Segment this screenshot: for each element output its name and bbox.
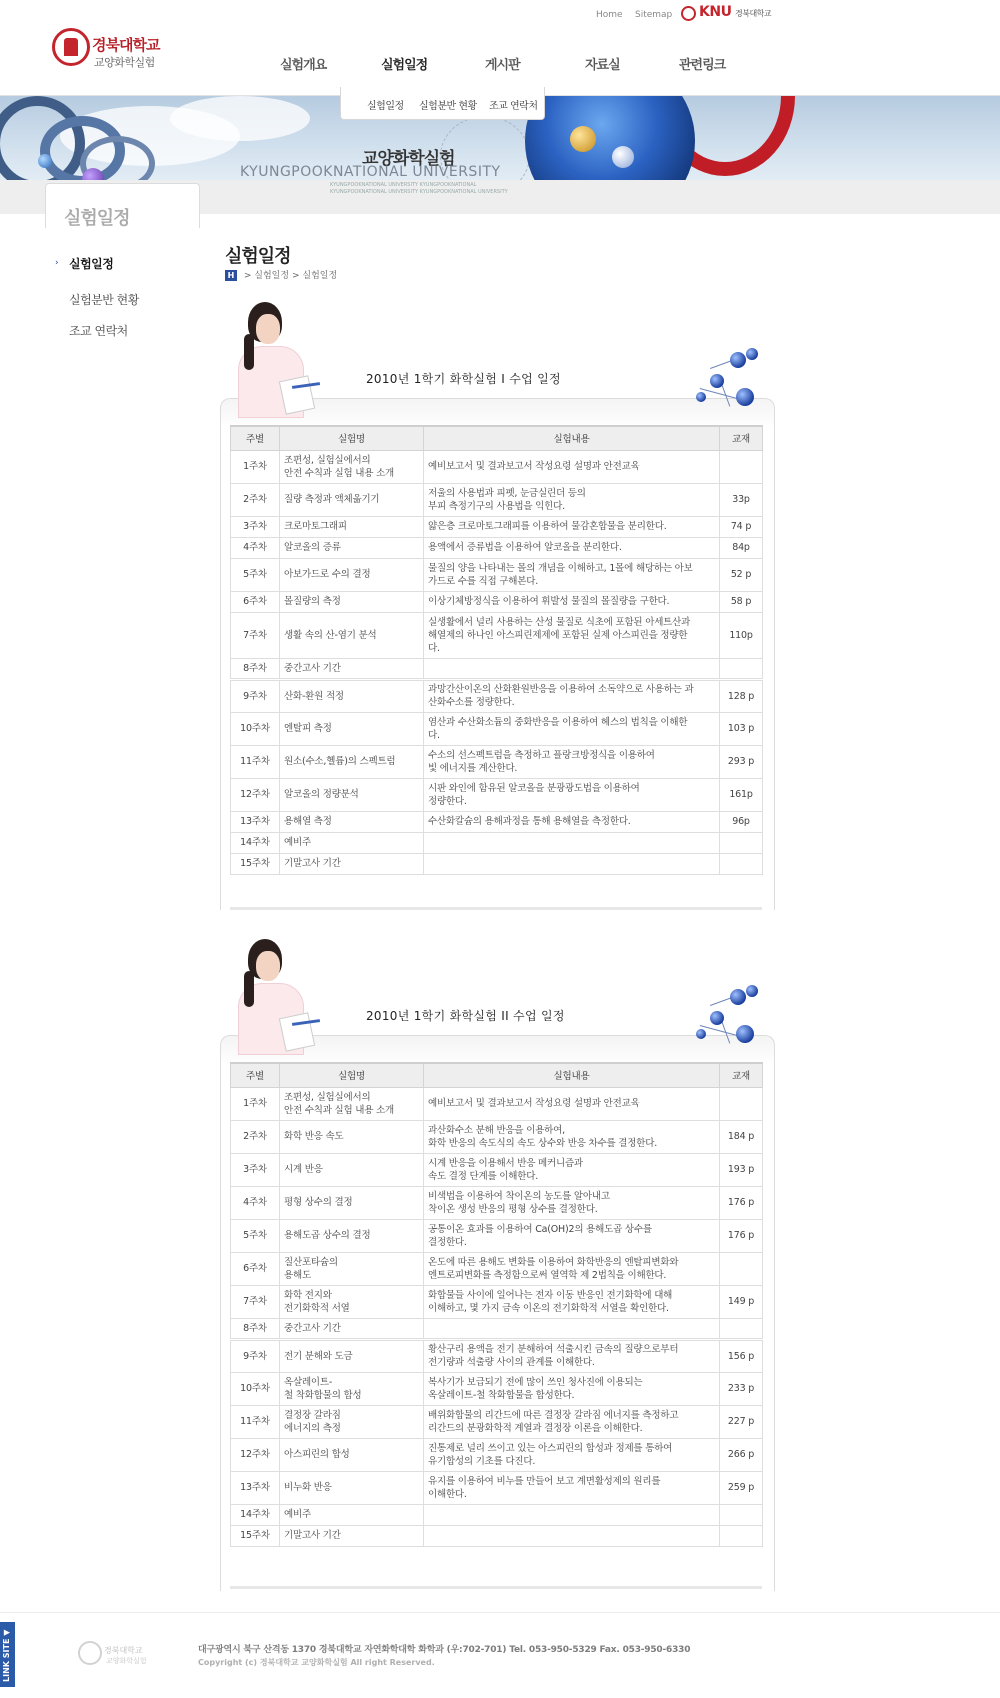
section-tab (45, 183, 200, 228)
name-cell: 원소(수소,헬륨)의 스펙트럼 (280, 745, 424, 778)
week-cell: 12주차 (231, 1438, 280, 1471)
book-cell: 193 p (720, 1153, 763, 1186)
book-cell: 33p (720, 483, 763, 516)
name-cell: 시계 반응 (280, 1153, 424, 1186)
desc-cell (424, 1318, 720, 1339)
book-cell: 227 p (720, 1405, 763, 1438)
table-row (231, 1087, 763, 1120)
gnb-item-links[interactable]: 관련링크 (679, 58, 726, 73)
table-row (231, 1339, 763, 1372)
book-cell: 176 p (720, 1219, 763, 1252)
home-link[interactable]: Home (596, 10, 623, 20)
desc-cell: 배위화합물의 리간드에 따른 결정장 갈라짐 에너지를 측정하고 리간드의 분광화학적 계열과 결정장 이론을 이해한다. (424, 1405, 720, 1438)
lnb-item-ta-contact[interactable]: 조교 연락처 (489, 101, 538, 112)
knu-emblem-icon (681, 6, 696, 21)
book-cell (720, 832, 763, 853)
name-cell: 평형 상수의 결정 (280, 1186, 424, 1219)
week-cell: 9주차 (231, 1339, 280, 1372)
name-cell: 결정장 갈라짐 에너지의 측정 (280, 1405, 424, 1438)
desc-cell: 비색법을 이용하여 착이온의 농도를 알아내고 착이온 생성 반응의 평형 상수를 결정한다. (424, 1186, 720, 1219)
name-cell: 몰질량의 측정 (280, 591, 424, 612)
logo-name: 경북대학교 (92, 36, 160, 54)
book-cell (720, 1087, 763, 1120)
schedule-title: 2010년 1학기 화학실험 II 수업 일정 (366, 1009, 565, 1023)
side-item-schedule[interactable]: 실험일정 (69, 257, 114, 271)
desc-cell (424, 658, 720, 679)
gnb-item-overview[interactable]: 실험개요 (280, 58, 327, 73)
desc-cell: 시판 와인에 함유된 알코올을 분광광도법을 이용하여 정량한다. (424, 778, 720, 811)
name-cell: 알코올의 정량분석 (280, 778, 424, 811)
table-header-row (231, 1063, 763, 1087)
table-row (231, 832, 763, 853)
desc-cell: 저울의 사용법과 피펫, 눈금실린더 등의 부피 측정기구의 사용법을 익힌다. (424, 483, 720, 516)
knu-logo-link[interactable] (681, 5, 776, 23)
name-cell: 엔탈피 측정 (280, 712, 424, 745)
student-illustration (230, 937, 310, 1055)
link-site-label: LINK SITE ▼ (2, 1629, 11, 1682)
col-header-week: 주별 (231, 426, 280, 450)
week-cell: 15주차 (231, 1525, 280, 1546)
table-bottom-line (230, 907, 762, 910)
table-bottom-line (230, 1586, 762, 1589)
week-cell: 10주차 (231, 712, 280, 745)
book-cell: 103 p (720, 712, 763, 745)
name-cell: 예비주 (280, 832, 424, 853)
week-cell: 8주차 (231, 658, 280, 679)
book-cell (720, 1318, 763, 1339)
week-cell: 7주차 (231, 1285, 280, 1318)
book-cell: 259 p (720, 1471, 763, 1504)
name-cell: 크로마토그래피 (280, 516, 424, 537)
student-illustration (230, 300, 310, 418)
name-cell: 아스피린의 합성 (280, 1438, 424, 1471)
col-header-name: 실험명 (280, 426, 424, 450)
page-title: 실험일정 (225, 246, 291, 267)
book-cell: 176 p (720, 1186, 763, 1219)
name-cell: 조편성, 실험실에서의 안전 수칙과 실험 내용 소개 (280, 1087, 424, 1120)
col-header-week: 주별 (231, 1063, 280, 1087)
breadcrumb-item[interactable]: 실험일정 (254, 271, 290, 281)
week-cell: 6주차 (231, 591, 280, 612)
book-cell (720, 658, 763, 679)
lnb-item-class-status[interactable]: 실험분반 현황 (419, 101, 477, 112)
table-row (231, 1153, 763, 1186)
book-cell: 233 p (720, 1372, 763, 1405)
desc-cell: 예비보고서 및 결과보고서 작성요령 설명과 안전교육 (424, 450, 720, 483)
book-cell (720, 1525, 763, 1546)
week-cell: 5주차 (231, 558, 280, 591)
main-nav (0, 54, 1000, 72)
table-row (231, 811, 763, 832)
desc-cell: 황산구리 용액을 전기 분해하여 석출시킨 금속의 질량으로부터 전기량과 석출량 사이의 관계를 이해한다. (424, 1339, 720, 1372)
table-row (231, 1504, 763, 1525)
link-site-button[interactable] (0, 1622, 15, 1687)
col-header-desc: 실험내용 (424, 426, 720, 450)
name-cell: 비누화 반응 (280, 1471, 424, 1504)
book-cell: 96p (720, 811, 763, 832)
desc-cell: 수소의 선스펙트럼을 측정하고 플랑크방정식을 이용하여 빛 에너지를 계산한다. (424, 745, 720, 778)
table-row (231, 1219, 763, 1252)
table-row (231, 1318, 763, 1339)
desc-cell: 유지를 이용하여 비누를 만들어 보고 계면활성제의 원리를 이해한다. (424, 1471, 720, 1504)
footer-copyright: Copyright (c) 경북대학교 교양화학실험 All right Reserved. (198, 1658, 435, 1667)
table-row (231, 483, 763, 516)
table-row (231, 612, 763, 658)
name-cell: 예비주 (280, 1504, 424, 1525)
table-row (231, 745, 763, 778)
molecule-icon (690, 348, 760, 416)
desc-cell: 화합물들 사이에 일어나는 전자 이동 반응인 전기화학에 대해 이해하고, 몇 가지 금속 이온의 전기화학적 서열을 확인한다. (424, 1285, 720, 1318)
desc-cell (424, 1504, 720, 1525)
week-cell: 11주차 (231, 1405, 280, 1438)
desc-cell: 실생활에서 널리 사용하는 산성 물질로 식초에 포함된 아세트산과 해열제의 하나인 아스피린제제에 포함된 실제 아스피린을 정량한 다. (424, 612, 720, 658)
desc-cell: 온도에 따른 용해도 변화를 이용하여 화학반응의 엔탈피변화와 엔트로피변화를 측정함으로써 열역학 제 2법칙을 이해한다. (424, 1252, 720, 1285)
book-cell (720, 450, 763, 483)
table-row (231, 1438, 763, 1471)
week-cell: 1주차 (231, 1087, 280, 1120)
name-cell: 옥살레이트- 철 착화합물의 합성 (280, 1372, 424, 1405)
desc-cell: 공통이온 효과를 이용하여 Ca(OH)2의 용해도곱 상수를 결정한다. (424, 1219, 720, 1252)
sub-nav-dropdown (340, 87, 545, 120)
schedule-table (230, 425, 763, 875)
table-row (231, 778, 763, 811)
footer-logo (78, 1641, 158, 1669)
week-cell: 1주차 (231, 450, 280, 483)
cloud-decoration (170, 96, 310, 141)
week-cell: 10주차 (231, 1372, 280, 1405)
book-cell: 156 p (720, 1339, 763, 1372)
name-cell: 조편성, 실험실에서의 안전 수칙과 실험 내용 소개 (280, 450, 424, 483)
desc-cell: 염산과 수산화소듐의 중화반응을 이용하여 헤스의 법칙을 이해한 다. (424, 712, 720, 745)
week-cell: 8주차 (231, 1318, 280, 1339)
week-cell: 2주차 (231, 483, 280, 516)
week-cell: 2주차 (231, 1120, 280, 1153)
breadcrumb-current: 실험일정 (302, 271, 338, 281)
desc-cell: 과산화수소 분해 반응을 이용하여, 화학 반응의 속도식의 속도 상수와 반응 차수를 결정한다. (424, 1120, 720, 1153)
name-cell: 중간고사 기간 (280, 1318, 424, 1339)
book-cell: 184 p (720, 1120, 763, 1153)
side-item-class-status[interactable]: 실험분반 현황 (69, 293, 139, 307)
name-cell: 중간고사 기간 (280, 658, 424, 679)
week-cell: 15주차 (231, 853, 280, 874)
week-cell: 11주차 (231, 745, 280, 778)
week-cell: 6주차 (231, 1252, 280, 1285)
knu-text: 경북대학교 (735, 9, 772, 18)
gnb-item-schedule[interactable]: 실험일정 (381, 58, 428, 73)
book-cell: 266 p (720, 1438, 763, 1471)
table-row (231, 853, 763, 874)
book-cell (720, 1252, 763, 1285)
week-cell: 3주차 (231, 516, 280, 537)
week-cell: 13주차 (231, 1471, 280, 1504)
molecule-icon (690, 985, 760, 1053)
week-cell: 9주차 (231, 679, 280, 712)
table-row (231, 1120, 763, 1153)
name-cell: 질량 측정과 액체옮기기 (280, 483, 424, 516)
col-header-name: 실험명 (280, 1063, 424, 1087)
knu-mark: KNU (699, 4, 732, 20)
gnb-item-board[interactable]: 게시판 (485, 58, 520, 73)
desc-cell: 물질의 양을 나타내는 몰의 개념을 이해하고, 1몰에 해당하는 아보 가드로 수를 직접 구해본다. (424, 558, 720, 591)
col-header-desc: 실험내용 (424, 1063, 720, 1087)
table-row (231, 1471, 763, 1504)
name-cell: 아보가드로 수의 결정 (280, 558, 424, 591)
book-cell: 74 p (720, 516, 763, 537)
book-cell: 84p (720, 537, 763, 558)
desc-cell: 이상기체방정식을 이용하여 휘발성 물질의 몰질량을 구한다. (424, 591, 720, 612)
table-row (231, 1372, 763, 1405)
breadcrumb-separator: > (243, 271, 252, 281)
name-cell: 화학 전지와 전기화학적 서열 (280, 1285, 424, 1318)
footer-logo-name: 경북대학교 (104, 1646, 143, 1655)
side-item-ta-contact[interactable]: 조교 연락처 (69, 324, 128, 338)
banner-title: 교양화학실험 (362, 149, 455, 169)
table-row (231, 1405, 763, 1438)
footer-address: 대구광역시 북구 산격동 1370 경북대학교 자연화학대학 화학과 (우:702-701) Tel. 053-950-5329 Fax. 053-950-6330 (198, 1645, 691, 1655)
book-cell: 293 p (720, 745, 763, 778)
name-cell: 전기 분해와 도금 (280, 1339, 424, 1372)
table-row (231, 537, 763, 558)
week-cell: 7주차 (231, 612, 280, 658)
site-header (0, 0, 1000, 96)
banner-subtitle: KYUNGPOOKNATIONAL UNIVERSITY (240, 164, 501, 180)
name-cell: 알코올의 증류 (280, 537, 424, 558)
home-icon[interactable]: H (225, 270, 237, 281)
banner-small-text: KYUNGPOOKNATIONAL UNIVERSITY KYUNGPOOKNATIONAL (330, 182, 477, 188)
active-arrow-icon: › (55, 258, 59, 268)
table-row (231, 712, 763, 745)
table-row (231, 558, 763, 591)
name-cell: 산화-환원 적정 (280, 679, 424, 712)
footer-logo-sub: 교양화학실험 (106, 1657, 147, 1665)
week-cell: 13주차 (231, 811, 280, 832)
week-cell: 14주차 (231, 1504, 280, 1525)
col-header-book: 교재 (720, 1063, 763, 1087)
book-cell (720, 1504, 763, 1525)
lnb-item-schedule[interactable]: 실험일정 (367, 101, 404, 112)
name-cell: 화학 반응 속도 (280, 1120, 424, 1153)
table-row (231, 1525, 763, 1546)
book-cell (720, 853, 763, 874)
book-cell: 128 p (720, 679, 763, 712)
schedule-section-2 (220, 937, 775, 1592)
breadcrumb-separator: > (291, 271, 300, 281)
name-cell: 질산포타슘의 용해도 (280, 1252, 424, 1285)
logo-sub: 교양화학실험 (94, 56, 155, 69)
schedule-section-1 (220, 300, 775, 910)
sphere-decoration (38, 154, 52, 168)
university-seal-icon (78, 1641, 102, 1665)
book-cell: 110p (720, 612, 763, 658)
sitemap-link[interactable]: Sitemap (635, 10, 673, 20)
desc-cell (424, 853, 720, 874)
desc-cell: 시계 반응을 이용해서 반응 메커니즘과 속도 결정 단계를 이해한다. (424, 1153, 720, 1186)
week-cell: 3주차 (231, 1153, 280, 1186)
name-cell: 생활 속의 산-염기 분석 (280, 612, 424, 658)
desc-cell: 수산화칼슘의 용해과정을 통해 용해열을 측정한다. (424, 811, 720, 832)
table-row (231, 516, 763, 537)
table-row (231, 1186, 763, 1219)
name-cell: 기말고사 기간 (280, 1525, 424, 1546)
gnb-item-archive[interactable]: 자료실 (585, 58, 620, 73)
desc-cell: 얇은층 크로마토그래피를 이용하여 물감혼합물을 분리한다. (424, 516, 720, 537)
table-row (231, 658, 763, 679)
col-header-book: 교재 (720, 426, 763, 450)
desc-cell: 예비보고서 및 결과보고서 작성요령 설명과 안전교육 (424, 1087, 720, 1120)
desc-cell: 복사기가 보급되기 전에 많이 쓰인 청사진에 이용되는 옥살레이트-철 착화합물을 합성한다. (424, 1372, 720, 1405)
week-cell: 4주차 (231, 1186, 280, 1219)
table-row (231, 1252, 763, 1285)
week-cell: 12주차 (231, 778, 280, 811)
week-cell: 5주차 (231, 1219, 280, 1252)
book-cell: 149 p (720, 1285, 763, 1318)
desc-cell: 용액에서 증류법을 이용하여 알코올을 분리한다. (424, 537, 720, 558)
book-cell: 58 p (720, 591, 763, 612)
table-header-row (231, 426, 763, 450)
sphere-decoration (612, 146, 634, 168)
week-cell: 4주차 (231, 537, 280, 558)
book-cell: 161p (720, 778, 763, 811)
schedule-title: 2010년 1학기 화학실험 I 수업 일정 (366, 372, 561, 386)
desc-cell (424, 832, 720, 853)
name-cell: 용해열 측정 (280, 811, 424, 832)
table-row (231, 591, 763, 612)
table-row (231, 1285, 763, 1318)
site-footer (0, 1612, 1000, 1698)
week-cell: 14주차 (231, 832, 280, 853)
sphere-decoration (570, 126, 596, 152)
banner-small-text: KYUNGPOOKNATIONAL UNIVERSITY KYUNGPOOKNATIONAL UNIVERSITY (330, 189, 508, 195)
table-row (231, 450, 763, 483)
section-tab-title: 실험일정 (64, 208, 130, 229)
book-cell: 52 p (720, 558, 763, 591)
desc-cell (424, 1525, 720, 1546)
desc-cell: 진통제로 널리 쓰이고 있는 아스피린의 합성과 정제를 통하여 유기합성의 기초를 다진다. (424, 1438, 720, 1471)
breadcrumb (225, 268, 337, 282)
desc-cell: 과망간산이온의 산화환원반응을 이용하여 소독약으로 사용하는 과 산화수소를 정량한다. (424, 679, 720, 712)
table-row (231, 679, 763, 712)
schedule-table (230, 1062, 763, 1547)
name-cell: 기말고사 기간 (280, 853, 424, 874)
name-cell: 용해도곱 상수의 결정 (280, 1219, 424, 1252)
